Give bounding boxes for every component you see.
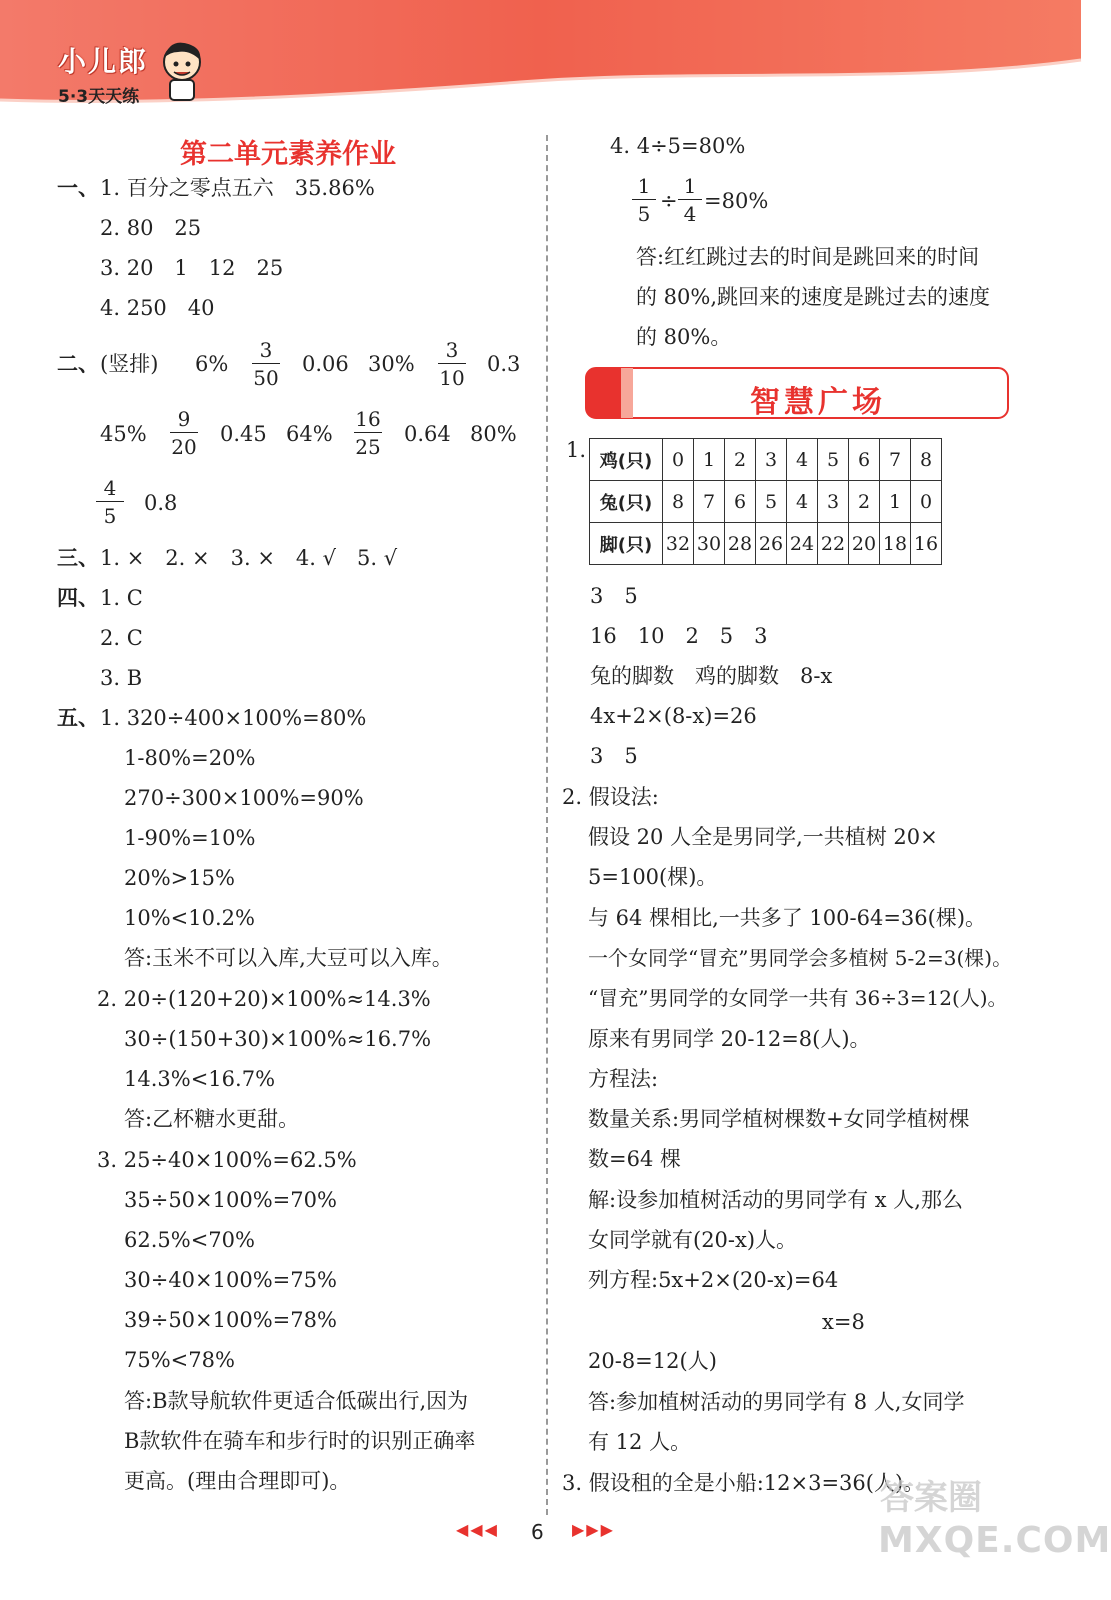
answer-line: 16 10 2 5 3 xyxy=(590,624,768,648)
answer-line: 270÷300×100%=90% xyxy=(124,786,364,810)
answer-value: 0.64 xyxy=(404,422,451,446)
section-1-number: 一、 xyxy=(57,176,99,200)
answer-line: 解:设参加植树活动的男同学有 x 人,那么 xyxy=(588,1188,963,1212)
table-cell: 20 xyxy=(849,523,880,565)
brand-subtitle: 5·3天天练 xyxy=(58,87,140,107)
answer-line: 4. 4÷5=80% xyxy=(610,134,746,158)
answer-value: 0.3 xyxy=(487,352,521,376)
section-4-number: 四、 xyxy=(57,586,99,610)
answer-line: B款软件在骑车和步行时的识别正确率 xyxy=(124,1429,476,1453)
prev-page-arrows: ◀◀◀ xyxy=(456,1520,499,1539)
watermark-logo: 答案圈 xyxy=(880,1478,982,1518)
answer-line: 14.3%<16.7% xyxy=(124,1067,276,1091)
answer-line: 有 12 人。 xyxy=(588,1430,692,1454)
answer-line: 20%>15% xyxy=(124,866,235,890)
answer-line: 75%<78% xyxy=(124,1348,235,1372)
table-cell: 4 xyxy=(787,481,818,523)
section-title: 第二单元素养作业 xyxy=(180,139,396,170)
page-header xyxy=(0,0,1081,110)
answer-value: =80% xyxy=(704,189,769,213)
table-cell: 26 xyxy=(756,523,787,565)
table-cell: 1 xyxy=(880,481,911,523)
table-cell: 2 xyxy=(849,481,880,523)
table-cell: 32 xyxy=(663,523,694,565)
answer-line: 3. 假设租的全是小船:12×3=36(人)。 xyxy=(562,1471,925,1495)
answer-line: 1-80%=20% xyxy=(124,746,256,770)
next-page-arrows: ▶▶▶ xyxy=(572,1520,615,1539)
answer-line: 1-90%=10% xyxy=(124,826,256,850)
table-cell: 6 xyxy=(725,481,756,523)
table-cell: 5 xyxy=(756,481,787,523)
answer-value: 0.8 xyxy=(144,491,178,515)
answer-line: 假设 20 人全是男同学,一共植树 20× xyxy=(588,825,938,849)
section-2-number: 二、 xyxy=(57,352,99,376)
answer-line: 2. 80 25 xyxy=(100,216,202,240)
mascot-icon xyxy=(160,38,206,102)
answer-line: 答:B款导航软件更适合低碳出行,因为 xyxy=(124,1389,469,1413)
answer-line: 1. 百分之零点五六 35.86% xyxy=(100,176,375,200)
table-cell: 7 xyxy=(694,481,725,523)
table-cell: 3 xyxy=(756,439,787,481)
answer-line: 10%<10.2% xyxy=(124,906,255,930)
table-cell: 8 xyxy=(911,439,942,481)
answer-value: 64% xyxy=(286,422,333,446)
answer-value: 30% xyxy=(368,352,415,376)
answer-line: 2. 20÷(120+20)×100%≈14.3% xyxy=(97,987,431,1011)
row-label: 鸡(只) xyxy=(590,439,663,481)
answer-line: x=8 xyxy=(822,1310,865,1334)
answer-line: 数=64 棵 xyxy=(588,1147,681,1171)
answer-line: 女同学就有(20-x)人。 xyxy=(588,1228,798,1252)
fraction: 9 20 xyxy=(171,407,197,459)
table-cell: 0 xyxy=(663,439,694,481)
answer-line: 2. 假设法: xyxy=(562,785,659,809)
answer-line: 方程法: xyxy=(588,1067,659,1091)
answer-line: 的 80%。 xyxy=(636,325,732,349)
table-row xyxy=(590,481,942,523)
answer-value: 80% xyxy=(470,422,517,446)
answer-line: 30÷40×100%=75% xyxy=(124,1268,337,1292)
section-3-number: 三、 xyxy=(57,546,99,570)
answer-line: 35÷50×100%=70% xyxy=(124,1188,337,1212)
table-cell: 16 xyxy=(911,523,942,565)
table-cell: 28 xyxy=(725,523,756,565)
table-row xyxy=(590,439,942,481)
answer-line: 一个女同学“冒充”男同学会多植树 5-2=3(棵)。 xyxy=(588,946,1013,970)
answer-value: 6% xyxy=(195,352,229,376)
problem-number: 1. xyxy=(566,438,587,462)
answer-line: 39÷50×100%=78% xyxy=(124,1308,337,1332)
answer-line: 20-8=12(人) xyxy=(588,1349,717,1373)
brand-logo xyxy=(58,40,148,107)
answer-value: 0.45 xyxy=(220,422,267,446)
answer-line: 62.5%<70% xyxy=(124,1228,255,1252)
answer-value: 0.06 xyxy=(302,352,349,376)
answer-label: (竖排) xyxy=(100,352,159,376)
table-cell: 8 xyxy=(663,481,694,523)
answer-line: 2. C xyxy=(100,626,143,650)
table-cell: 0 xyxy=(911,481,942,523)
fraction: 3 10 xyxy=(439,338,465,390)
table-cell: 7 xyxy=(880,439,911,481)
fraction: 4 5 xyxy=(96,478,124,526)
answer-line: 答:红红跳过去的时间是跳回来的时间 xyxy=(636,245,980,269)
answer-line: 数量关系:男同学植树棵数+女同学植树棵 xyxy=(588,1107,970,1131)
table-cell: 5 xyxy=(818,439,849,481)
answer-line: 更高。(理由合理即可)。 xyxy=(124,1469,351,1493)
answer-line: 3. B xyxy=(100,666,143,690)
table-cell: 1 xyxy=(694,439,725,481)
row-label: 兔(只) xyxy=(590,481,663,523)
answer-line: 的 80%,跳回来的速度是跳过去的速度 xyxy=(636,285,991,309)
answer-line: 答:乙杯糖水更甜。 xyxy=(124,1107,300,1131)
answer-line: 3 5 xyxy=(590,744,638,768)
answer-line: 30÷(150+30)×100%≈16.7% xyxy=(124,1027,432,1051)
table-cell: 18 xyxy=(880,523,911,565)
column-divider xyxy=(546,135,548,1515)
answer-line: 与 64 棵相比,一共多了 100-64=36(棵)。 xyxy=(588,906,987,930)
answer-line: 1. 320÷400×100%=80% xyxy=(100,706,367,730)
answer-line: 兔的脚数 鸡的脚数 8-x xyxy=(590,664,833,688)
answer-line: 答:玉米不可以入库,大豆可以入库。 xyxy=(124,946,453,970)
answer-value: 45% xyxy=(100,422,147,446)
table-row xyxy=(590,523,942,565)
answer-line: 1. × 2. × 3. × 4. √ 5. √ xyxy=(100,546,398,570)
answer-line: “冒充”男同学的女同学一共有 36÷3=12(人)。 xyxy=(588,986,1008,1010)
answer-line: 答:参加植树活动的男同学有 8 人,女同学 xyxy=(588,1390,965,1414)
table-cell: 30 xyxy=(694,523,725,565)
row-label: 脚(只) xyxy=(590,523,663,565)
table-cell: 3 xyxy=(818,481,849,523)
answer-line: 4. 250 40 xyxy=(100,296,215,320)
chicken-rabbit-table xyxy=(589,438,942,565)
table-cell: 24 xyxy=(787,523,818,565)
table-cell: 2 xyxy=(725,439,756,481)
fraction: 3 50 xyxy=(253,338,279,390)
banner-title: 智慧广场 xyxy=(750,385,886,420)
fraction: 1 5 xyxy=(632,176,656,224)
page-number: 6 xyxy=(531,1520,544,1544)
answer-line: 4x+2×(8-x)=26 xyxy=(590,704,757,728)
watermark-url: MXQE.COM xyxy=(878,1520,1111,1561)
answer-line: 5=100(棵)。 xyxy=(588,865,718,889)
table-cell: 22 xyxy=(818,523,849,565)
answer-line: 3. 20 1 12 25 xyxy=(100,256,284,280)
answer-line: 1. C xyxy=(100,586,143,610)
fraction: 16 25 xyxy=(355,407,381,459)
answer-line: 原来有男同学 20-12=8(人)。 xyxy=(588,1027,871,1051)
table-cell: 6 xyxy=(849,439,880,481)
division-sign: ÷ xyxy=(660,189,678,213)
fraction: 1 4 xyxy=(678,176,702,224)
table-cell: 4 xyxy=(787,439,818,481)
brand-title: 小儿郎 xyxy=(58,45,149,78)
answer-line: 列方程:5x+2×(20-x)=64 xyxy=(588,1268,839,1292)
answer-line: 3 5 xyxy=(590,584,638,608)
section-5-number: 五、 xyxy=(57,706,99,730)
answer-line: 3. 25÷40×100%=62.5% xyxy=(97,1148,357,1172)
